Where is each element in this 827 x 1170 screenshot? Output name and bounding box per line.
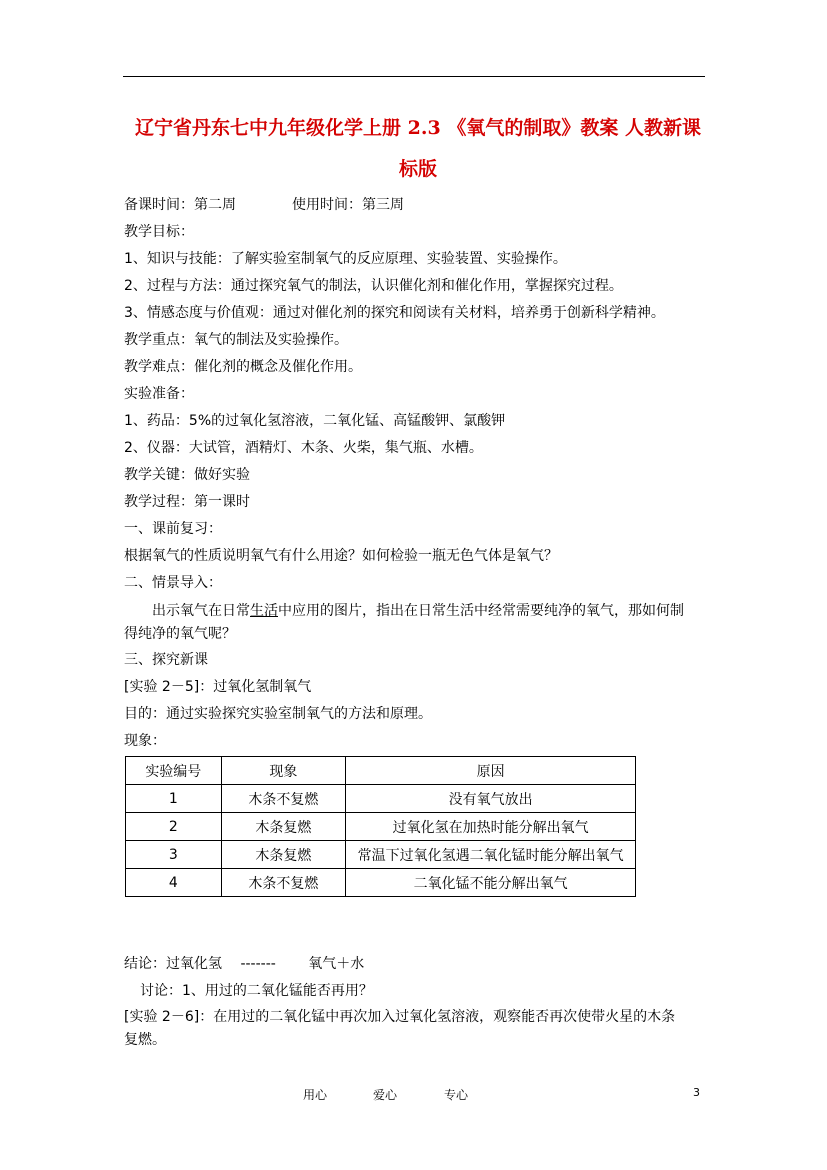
teaching-process: 教学过程：第一课时 — [124, 494, 250, 510]
intro-heading: 二、情景导入： — [124, 575, 222, 591]
difficult-point: 教学难点：催化剂的概念及催化作用。 — [124, 359, 362, 375]
document-title-line-2: 标版 — [398, 158, 437, 180]
goal-knowledge: 1、知识与技能：了解实验室制氧气的反应原理、实验装置、实验操作。 — [124, 251, 567, 267]
table-header-row — [126, 757, 636, 785]
goal-attitude: 3、情感态度与价值观：通过对催化剂的探究和阅读有关材料，培养勇于创新科学精神。 — [124, 305, 665, 321]
table-row — [126, 841, 636, 869]
table-row — [126, 869, 636, 897]
table-cell: 没有氧气放出 — [346, 785, 636, 813]
table-cell: 4 — [126, 869, 222, 897]
goal-process: 2、过程与方法：通过探究氧气的制法，认识催化剂和催化作用，掌握探究过程。 — [124, 278, 623, 294]
page-number: 3 — [693, 1086, 700, 1099]
teaching-key: 教学关键：做好实验 — [124, 467, 250, 483]
intro-text-a: 出示氧气在日常 — [152, 603, 250, 619]
experiment-2-6-line-2: 复燃。 — [124, 1032, 166, 1048]
intro-paragraph-line-2: 得纯净的氧气呢？ — [124, 626, 236, 642]
table-cell: 二氧化锰不能分解出氧气 — [346, 869, 636, 897]
intro-underlined-word: 生活 — [250, 603, 278, 619]
instruments: 2、仪器：大试管，酒精灯、木条、火柴，集气瓶、水槽。 — [124, 440, 483, 456]
review-heading: 一、课前复习： — [124, 521, 222, 537]
review-question: 根据氧气的性质说明氧气有什么用途？如何检验一瓶无色气体是氧气？ — [124, 548, 558, 564]
experiment-2-6-line-1: [实验 2－6]：在用过的二氧化锰中再次加入过氧化氢溶液，观察能否再次使带火星的木条 — [124, 1009, 676, 1025]
table-cell: 木条不复燃 — [221, 785, 346, 813]
prep-heading: 实验准备： — [124, 386, 194, 402]
document-title-line-1: 辽宁省丹东七中九年级化学上册 2.3 《氧气的制取》教案 人教新课 — [135, 117, 701, 139]
observation-table — [125, 756, 636, 897]
table-cell: 1 — [126, 785, 222, 813]
discussion: 讨论：1、用过的二氧化锰能否再用？ — [140, 983, 373, 999]
header-cell: 现象 — [221, 757, 346, 785]
table-cell: 2 — [126, 813, 222, 841]
experiment-purpose: 目的：通过实验探究实验室制氧气的方法和原理。 — [124, 706, 432, 722]
table-cell: 木条复燃 — [221, 813, 346, 841]
goals-heading: 教学目标： — [124, 224, 194, 240]
key-point: 教学重点：氧气的制法及实验操作。 — [124, 332, 348, 348]
header-cell: 实验编号 — [126, 757, 222, 785]
conclusion: 结论：过氧化氢 ------- 氧气＋水 — [124, 956, 365, 972]
table-cell: 木条不复燃 — [221, 869, 346, 897]
observation-heading: 现象： — [124, 733, 166, 749]
header-cell: 原因 — [346, 757, 636, 785]
table-cell: 常温下过氧化氢遇二氧化锰时能分解出氧气 — [346, 841, 636, 869]
table-cell: 过氧化氢在加热时能分解出氧气 — [346, 813, 636, 841]
table-row — [126, 813, 636, 841]
footer-word: 专心 — [444, 1088, 469, 1102]
header-rule — [123, 76, 705, 77]
table-cell: 3 — [126, 841, 222, 869]
table-cell: 木条复燃 — [221, 841, 346, 869]
reagents: 1、药品：5%的过氧化氢溶液，二氧化锰、高锰酸钾、氯酸钾 — [124, 413, 506, 429]
intro-paragraph — [152, 602, 684, 620]
footer-word: 爱心 — [373, 1088, 398, 1102]
table-row — [126, 785, 636, 813]
new-lesson-heading: 三、探究新课 — [124, 652, 208, 668]
intro-text-b: 中应用的图片，指出在日常生活中经常需要纯净的氧气，那如何制 — [278, 603, 684, 619]
prep-time: 备课时间：第二周 使用时间：第三周 — [124, 197, 404, 213]
footer-word: 用心 — [303, 1088, 328, 1102]
experiment-2-5: [实验 2－5]：过氧化氢制氧气 — [124, 679, 312, 695]
